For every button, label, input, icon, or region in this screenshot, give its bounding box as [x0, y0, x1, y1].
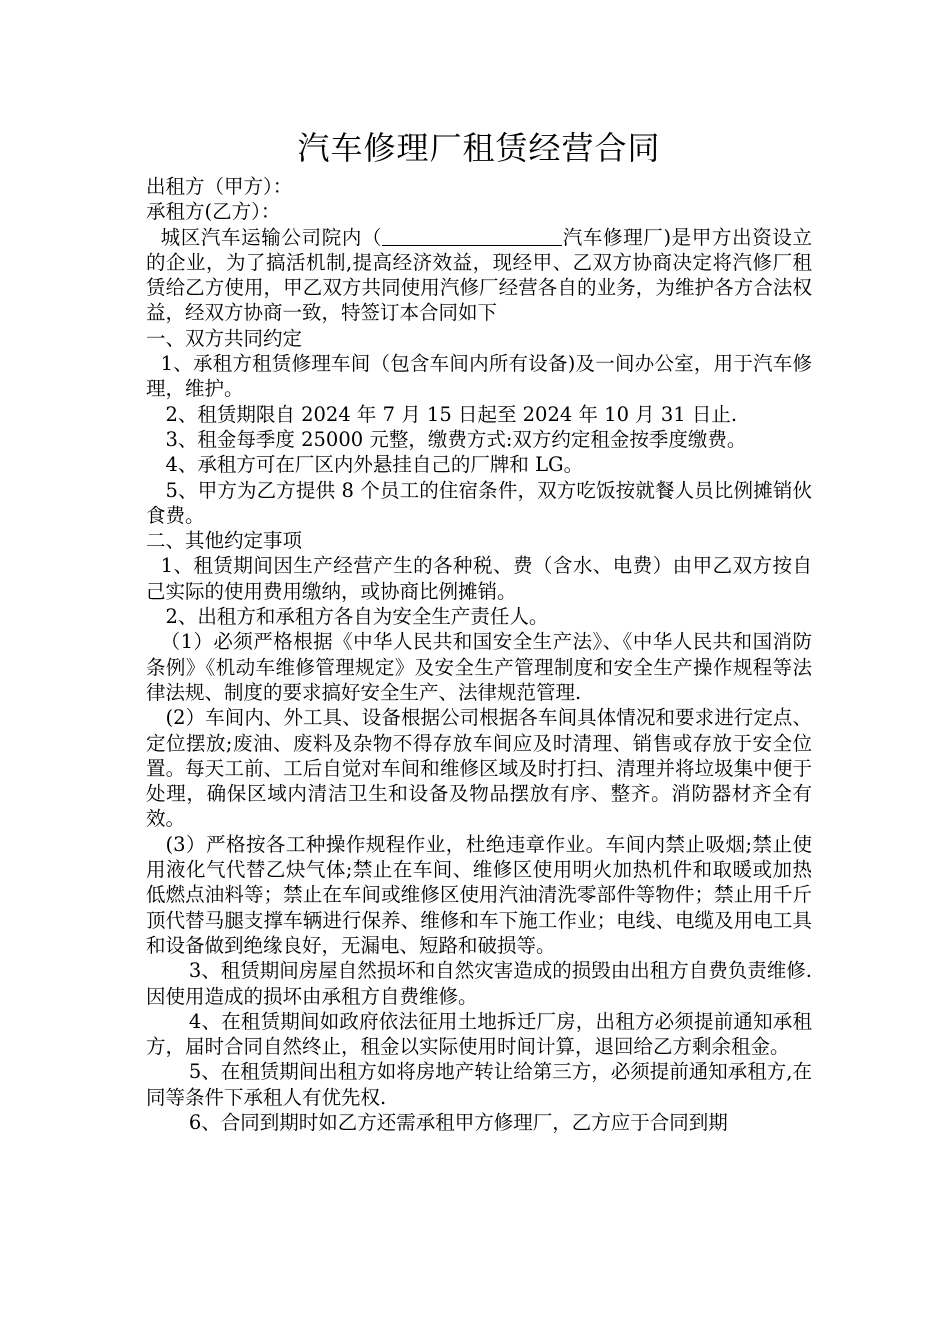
section-2-item-5: 5、在租赁期间出租方如将房地产转让给第三方，必须提前通知承租方,在同等条件下承租人有优先权. [146, 1060, 812, 1109]
section-1-item-1: 1、承租方租赁修理车间（包含车间内所有设备)及一间办公室，用于汽车修理，维护。 [146, 352, 812, 401]
party-b-line: 承租方(乙方）： [146, 200, 281, 224]
intro-paragraph [146, 225, 812, 326]
section-2-subitem-1: （1）必须严格根据《中华人民共和国安全生产法》、《中华人民共和国消防条例》《机动车维修管理规定》及安全生产管理制度和安全生产操作规程等法律法规、制度的要求搞好安全生产、法律规范管理. [146, 630, 812, 704]
section-2-item-1: 1、租赁期间因生产经营产生的各种税、费（含水、电费）由甲乙双方按自己实际的使用费用缴纳，或协商比例摊销。 [146, 554, 812, 603]
section-2-item-2: 2、出租方和承租方各自为安全生产责任人。 [165, 605, 549, 629]
section-1-item-3: 3、租金每季度 25000 元整，缴费方式:双方约定租金按季度缴费。 [165, 427, 747, 451]
party-a-line: 出租方（甲方）： [146, 175, 293, 198]
section-1-item-4: 4、承租方可在厂区内外悬挂自己的厂牌和 LG。 [165, 453, 584, 477]
section-2-subitem-2: (2）车间内、外工具、设备根据公司根据各车间具体情况和要求进行定点、定位摆放;废油、废料及杂物不得存放车间应及时清理、销售或存放于安全位置。每天工前、工后自觉对车间和维修区域及时打扫、清理并将垃圾集中便于处理，确保区域内清洁卫生和设备及物品摆放有序、整齐。消防器材齐全有效。 [146, 706, 812, 831]
section-2-item-6: 6、合同到期时如乙方还需承租甲方修理厂，乙方应于合同到期 [188, 1110, 728, 1134]
section-1-item-5: 5、甲方为乙方提供 8 个员工的住宿条件，双方吃饭按就餐人员比例摊销伙食费。 [146, 478, 812, 527]
section-2-subitem-3: (3）严格按各工种操作规程作业，杜绝违章作业。车间内禁止吸烟;禁止使用液化气代替乙炔气体;禁止在车间、维修区使用明火加热机件和取暖或加热低燃点油料等；禁止在车间或维修区使用汽油清洗零部件等物件；禁止用千斤顶代替马腿支撑车辆进行保养、维修和车下施工作业；电线、电缆及用电工具和设备做到绝缘良好，无漏电、短路和破损等。 [146, 832, 812, 957]
contract-page [146, 126, 812, 1135]
intro-text-after: 汽车修理厂)是甲方出资设立的企业，为了搞活机制,提高经济效益，现经甲、乙双方协商决定将汽修厂租赁给乙方使用，甲乙双方共同使用汽修厂经营各自的业务，为维护各方合法权益，经双方协商一致，特签订本合同如下 [146, 225, 812, 325]
section-1-item-2: 2、租赁期限自 2024 年 7 月 15 日起至 2024 年 10 月 31 日止. [165, 402, 738, 426]
section-2-item-4: 4、在租赁期间如政府依法征用土地拆迁厂房，出租方必须提前通知承租方，届时合同自然终止，租金以实际使用时间计算，退回给乙方剩余租金。 [146, 1009, 812, 1059]
section-1-heading: 一、双方共同约定 [146, 326, 303, 350]
intro-text-before: 城区汽车运输公司院内（ [160, 225, 383, 249]
document-title: 汽车修理厂租赁经营合同 [297, 129, 661, 167]
section-2-item-3: 3、租赁期间房屋自然损坏和自然灾害造成的损毁由出租方自费负责维修.因使用造成的损坏由承租方自费维修。 [146, 959, 812, 1008]
section-2-heading: 二、其他约定事项 [146, 529, 303, 553]
fill-in-blank [382, 225, 562, 246]
